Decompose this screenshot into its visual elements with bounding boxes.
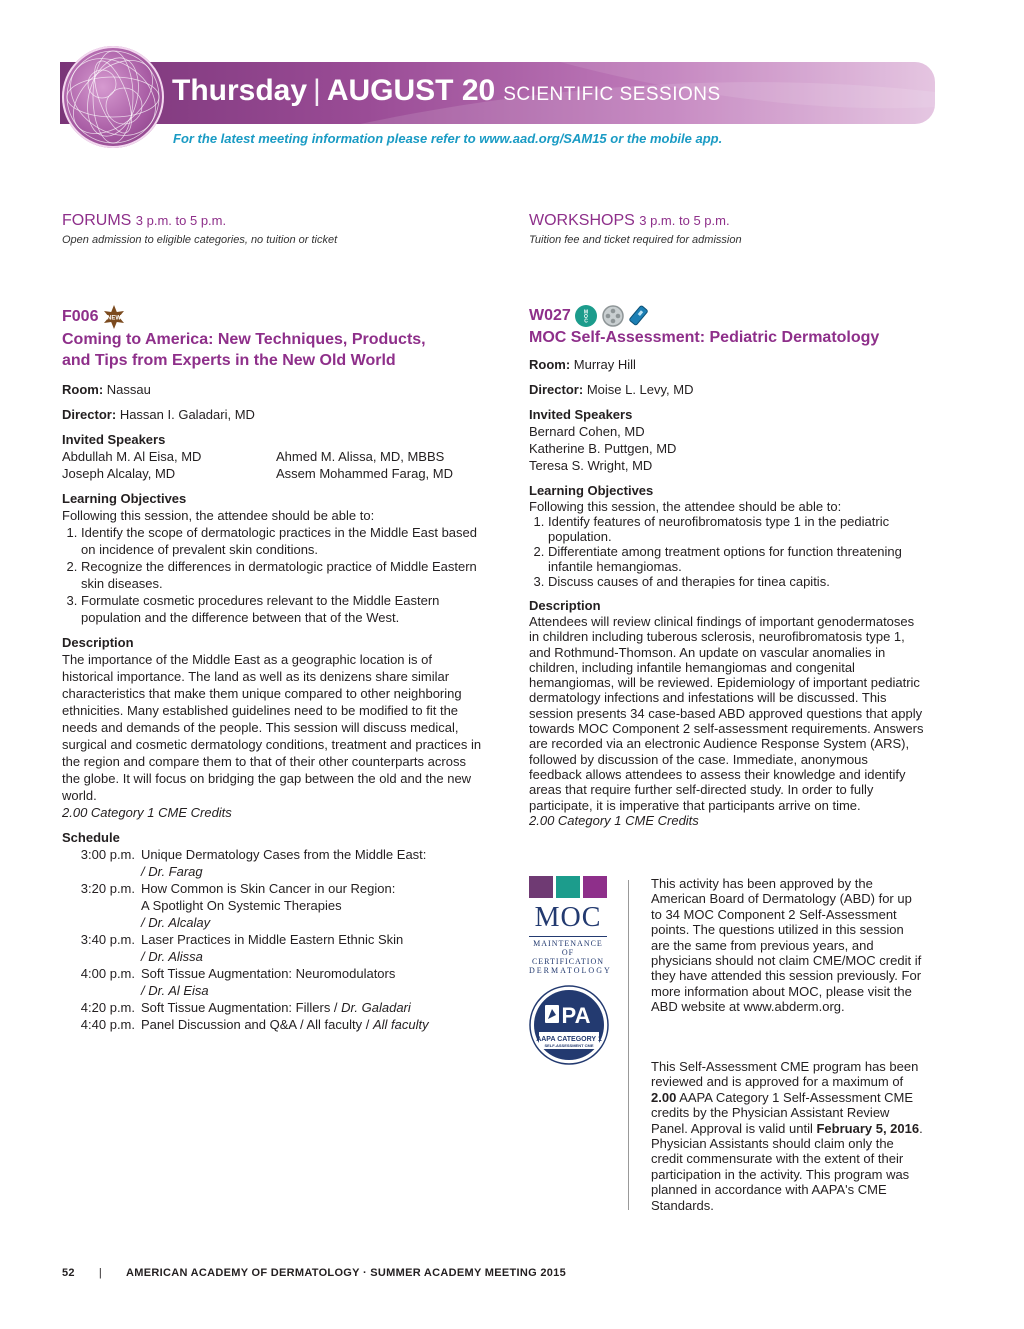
moc-logo-word: MOC — [534, 902, 602, 933]
director-label: Director: — [529, 382, 584, 397]
objectives-intro: Following this session, the attendee should be able to: — [529, 499, 842, 514]
session-title — [62, 329, 482, 371]
new-badge-icon — [102, 305, 126, 329]
room-label: Room: — [62, 382, 104, 397]
aapa-note-credits: 2.00 — [651, 1089, 677, 1105]
workshops-note: Tuition fee and ticket required for admission — [529, 234, 742, 246]
objectives-intro: Following this session, the attendee should be able to: — [62, 508, 375, 523]
room-line — [62, 381, 482, 398]
session-title-line: and Tips from Experts in the New Old World — [62, 352, 396, 369]
room-value: Murray Hill — [573, 357, 636, 372]
forums-note: Open admission to eligible categories, no tuition or ticket — [62, 234, 338, 246]
schedule-time: 4:40 p.m. — [80, 1017, 135, 1032]
objectives-list — [62, 524, 482, 626]
pa-seal-line: SELF-ASSESSMENT CME — [544, 1043, 594, 1048]
schedule-speaker: Dr. Galadari — [341, 1000, 411, 1015]
schedule-row — [62, 999, 482, 1016]
session-title: MOC Self-Assessment: Pediatric Dermatology — [529, 329, 880, 346]
svg-text:O: O — [583, 314, 588, 320]
new-badge-text: NEW — [107, 315, 122, 322]
description-heading: Description — [62, 635, 134, 650]
moc-logo-bars — [529, 876, 629, 898]
schedule-time: 3:20 p.m. — [80, 881, 135, 896]
schedule-topic: Laser Practices in Middle Eastern Ethnic Skin — [141, 932, 404, 947]
page-footer — [62, 1267, 566, 1279]
moc-bar — [529, 876, 553, 898]
description-text: The importance of the Middle East as a geographic location is of historical importance. The land as well as its denizens share similar characteristics that make them unique compared to other neighboring ethnicities. Many established guidelines need to be modified to fit the needs and demands of the people. This session will discuss medical, surgical and cosmetic dermatology conditions, treatment and practices in the region and compare them to that of their other counterparts across the globe. It will focus on bridging the gap between the old and the new world. — [62, 652, 482, 803]
page-number: 52 — [62, 1267, 75, 1279]
moc-logo-line: DERMATOLOGY — [529, 966, 612, 975]
schedule-speaker: / Dr. Alissa — [141, 949, 203, 964]
director-line — [529, 381, 924, 398]
aapa-note-text: . Physician Assistants should claim only the credit commensurate with the extent of their participation in the activity. This program was planned in accordance with AAPA's CME Standards. — [651, 1120, 923, 1213]
session-code: W027 — [529, 307, 571, 324]
objective-item: 3. Formulate cosmetic procedures relevant to the Middle Eastern population and the difference between that of the West. — [81, 592, 482, 626]
footer-text: AMERICAN ACADEMY OF DERMATOLOGY · SUMMER ACADEMY MEETING 2015 — [126, 1267, 567, 1279]
moc-bar — [556, 876, 580, 898]
schedule-row — [62, 880, 482, 931]
description-text: Attendees will review clinical findings of important genodermatoses in children including tuberous sclerosis, neurofibromatosis type 1, and Rothmund-Thomson. An update on vascular anomalies in children, including infantile hemangiomas and congenital hemangiomas, will be reviewed. Epidemiology of important pediatric dermatology infections and infestations will be discussed. This session presents 34 case-based ABD approved questions that apply towards MOC Component 2 self-assessment requirements. Answers are recorded via an electronic Audience Response System (ARS), followed by discussion of the case. Immediate, anonymous feedback allows attendees to assess their knowledge and identify areas that require further self-directed study. In order to fully participate, it is imperative that participants arrive on time. — [529, 614, 924, 813]
aapa-note-text: AAPA Category 1 Self-Assessment CME credits by the Physician Assistant Review Panel. Approval is valid until — [651, 1089, 914, 1136]
banner-day: Thursday — [172, 74, 308, 107]
speaker-name: Assem Mohammed Farag, MD — [276, 466, 453, 481]
schedule-topic: Panel Discussion and Q&A / All faculty / — [141, 1017, 370, 1032]
schedule-topic: Soft Tissue Augmentation: Neuromodulators — [141, 966, 396, 981]
speaker-name: Teresa S. Wright, MD — [529, 458, 653, 473]
speaker-name: Bernard Cohen, MD — [529, 424, 645, 439]
schedule-time: 4:00 p.m. — [80, 966, 135, 981]
director-line — [62, 406, 482, 423]
session-title-line: Coming to America: New Techniques, Products, — [62, 331, 426, 348]
workshops-heading: WORKSHOPS — [529, 212, 635, 229]
aapa-approval-note — [651, 1059, 926, 1213]
schedule-topic: How Common is Skin Cancer in our Region: — [141, 881, 396, 896]
schedule-row — [62, 846, 482, 880]
banner-separator: | — [313, 74, 321, 107]
pa-seal-letters: PA — [561, 1003, 591, 1028]
forums-header — [62, 212, 482, 246]
schedule-time: 3:40 p.m. — [80, 932, 135, 947]
aapa-note-date: February 5, 2016 — [816, 1120, 920, 1136]
objective-item: 2. Recognize the differences in dermatologic practice of Middle Eastern skin diseases. — [81, 558, 482, 592]
session-w027 — [529, 305, 924, 828]
schedule-topic: Soft Tissue Augmentation: Fillers / — [141, 1000, 338, 1015]
schedule-speaker: All faculty — [372, 1017, 429, 1032]
objective-item: 1. Identify features of neurofibromatosis type 1 in the pediatric population. — [548, 514, 924, 544]
schedule-speaker: / Dr. Farag — [141, 864, 203, 879]
objective-item: 2. Differentiate among treatment options for function threatening infantile hemangiomas. — [548, 544, 924, 574]
session-f006 — [62, 305, 482, 1033]
meeting-info-line: For the latest meeting information please refer to www.aad.org/SAM15 or the mobile app. — [173, 131, 723, 146]
schedule-speaker: / Dr. Al Eisa — [141, 983, 209, 998]
forums-time: 3 p.m. to 5 p.m. — [135, 213, 227, 228]
schedule-list — [62, 846, 482, 1033]
objective-item: 1. Identify the scope of dermatologic practices in the Middle East based on incidence of prevalent skin conditions. — [81, 524, 482, 558]
schedule-row — [62, 965, 482, 999]
credits-text: 2.00 Category 1 CME Credits — [62, 805, 232, 820]
room-value: Nassau — [106, 382, 151, 397]
description-heading: Description — [529, 598, 601, 613]
schedule-topic: Unique Dermatology Cases from the Middle East: — [141, 847, 427, 862]
room-line — [529, 356, 924, 373]
moc-icon — [575, 305, 597, 327]
banner-subtitle: SCIENTIFIC SESSIONS — [503, 84, 721, 105]
footer-separator: | — [98, 1267, 103, 1279]
session-icons — [575, 305, 651, 327]
forums-heading: FORUMS — [62, 212, 132, 229]
moc-approval-note: This activity has been approved by the American Board of Dermatology (ABD) for up to 34 MOC Component 2 Self-Assessment points. The questions utilized in this session are the same from previous years, and physicians should not claim CME/MOC credit if they have attended this session previously. For more information about MOC, please visit the ABD website at www.abderm.org. — [651, 876, 922, 1015]
director-label: Director: — [62, 407, 117, 422]
objectives-heading: Learning Objectives — [62, 491, 187, 506]
workshops-time: 3 p.m. to 5 p.m. — [639, 213, 730, 228]
divider — [628, 880, 629, 1210]
banner-date: AUGUST 20 — [326, 74, 496, 107]
film-reel-icon — [600, 305, 626, 327]
svg-text:M: M — [583, 309, 588, 316]
objectives-heading: Learning Objectives — [529, 483, 654, 498]
speaker-name: Ahmed M. Alissa, MD, MBBS — [276, 449, 445, 464]
globe-logo-icon — [62, 46, 164, 148]
svg-text:C: C — [583, 318, 588, 325]
schedule-time: 3:00 p.m. — [80, 847, 135, 862]
speaker-name: Joseph Alcalay, MD — [62, 466, 176, 481]
speakers-heading: Invited Speakers — [529, 407, 633, 422]
credits-text: 2.00 Category 1 CME Credits — [529, 812, 699, 828]
aapa-note-text: This Self-Assessment CME program has been reviewed and is approved for a maximum of — [651, 1059, 919, 1090]
workshops-header — [529, 212, 924, 246]
schedule-speaker: / Dr. Alcalay — [141, 915, 211, 930]
speaker-name: Abdullah M. Al Eisa, MD — [62, 449, 202, 464]
schedule-row — [62, 1016, 482, 1033]
moc-logo-line: OF CERTIFICATION — [531, 948, 605, 966]
session-code: F006 — [62, 308, 99, 325]
speaker-name: Katherine B. Puttgen, MD — [529, 441, 677, 456]
moc-logo — [529, 876, 629, 975]
schedule-time: 4:20 p.m. — [80, 1000, 135, 1015]
banner-title — [172, 74, 721, 108]
director-value: Moise L. Levy, MD — [586, 382, 694, 397]
schedule-heading: Schedule — [62, 830, 120, 845]
aapa-seal-icon — [529, 985, 609, 1065]
room-label: Room: — [529, 357, 571, 372]
pa-seal-line: AAPA CATEGORY 1 — [536, 1036, 602, 1043]
clicker-device-icon — [629, 305, 651, 327]
objectives-list — [529, 514, 924, 589]
objective-item: 3. Discuss causes of and therapies for tinea capitis. — [548, 574, 924, 589]
speakers-list — [62, 448, 482, 482]
moc-logo-line: MAINTENANCE — [533, 939, 603, 948]
schedule-topic-cont: A Spotlight On Systemic Therapies — [141, 898, 342, 913]
moc-bar — [583, 876, 607, 898]
schedule-row — [62, 931, 482, 965]
speakers-heading: Invited Speakers — [62, 432, 166, 447]
director-value: Hassan I. Galadari, MD — [119, 407, 255, 422]
